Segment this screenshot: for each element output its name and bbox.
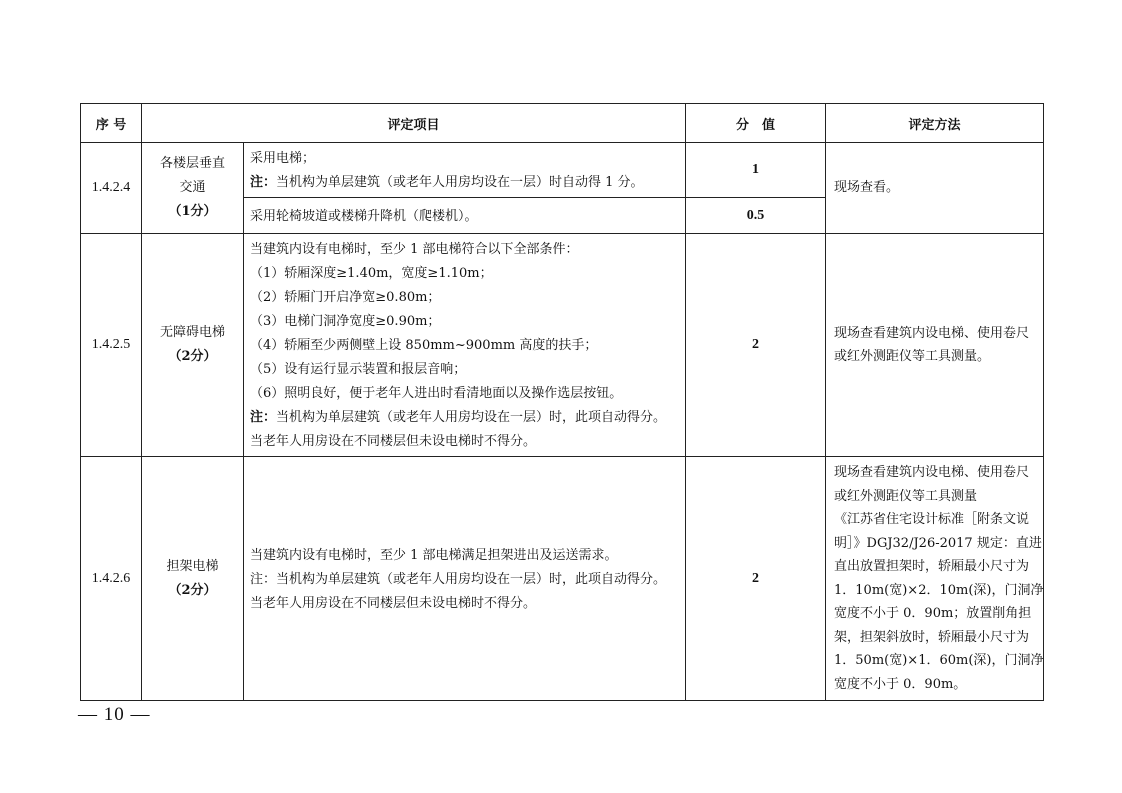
row-title-line: 担架电梯 <box>166 558 219 574</box>
method-line: 直出放置担架时，轿厢最小尺寸为 <box>834 559 1030 574</box>
note-line <box>250 171 679 195</box>
method-line: 或红外测距仪等工具测量 <box>834 488 978 504</box>
header-number: 序 号 <box>81 104 142 143</box>
table-row <box>81 234 1044 457</box>
row-method <box>826 457 1044 701</box>
row-title-line: 交通 <box>179 180 206 195</box>
content-line: （4）轿厢至少两侧壁上设 850mm~900mm 高度的扶手； <box>250 338 598 353</box>
row-number: 1.4.2.4 <box>81 143 142 234</box>
row-points: （2分） <box>168 349 217 364</box>
header-method: 评定方法 <box>826 104 1044 143</box>
row-title <box>142 457 244 701</box>
note-text: 当机构为单层建筑（或老年人用房均设在一层）时，此项自动得分。 <box>276 410 667 425</box>
method-line: 宽度不小于 0．90m。 <box>834 676 967 692</box>
row-score: 0.5 <box>686 198 826 234</box>
content-line: 采用电梯； <box>250 151 316 166</box>
row-content <box>244 198 686 234</box>
row-number: 1.4.2.6 <box>81 457 142 701</box>
row-points: （2分） <box>168 582 217 598</box>
method-line: 架，担架斜放时，轿厢最小尺寸为 <box>834 629 1030 645</box>
table-row <box>81 143 1044 198</box>
content-line: （3）电梯门洞净宽度≥0.90m； <box>250 314 441 329</box>
row-number: 1.4.2.5 <box>81 234 142 457</box>
row-title <box>142 143 244 234</box>
evaluation-table <box>80 103 1044 701</box>
method-line: 现场查看建筑内设电梯、使用卷尺 <box>834 325 1030 341</box>
content-line: 当建筑内设有电梯时，至少 1 部电梯符合以下全部条件： <box>250 242 579 257</box>
method-line: 《江苏省住宅设计标准［附条文说 <box>834 512 1030 527</box>
row-score: 2 <box>686 457 826 701</box>
method-line: 明］》DGJ32/J26-2017 规定：直进 <box>834 535 1042 551</box>
row-method <box>826 234 1044 457</box>
header-item: 评定项目 <box>142 104 686 143</box>
content-line: 采用轮椅坡道或楼梯升降机（爬楼机）。 <box>250 208 478 224</box>
method-line: 1．10m(宽)×2．10m(深)，门洞净 <box>834 582 1044 598</box>
row-title <box>142 234 244 457</box>
note-text: 当机构为单层建筑（或老年人用房均设在一层）时自动得 1 分。 <box>276 175 644 190</box>
row-points: （1分） <box>168 204 217 219</box>
method-line: 或红外测距仪等工具测量。 <box>834 349 991 364</box>
method-line: 1．50m(宽)×1．60m(深)，门洞净 <box>834 653 1044 668</box>
content-line: 当老年人用房设在不同楼层但未设电梯时不得分。 <box>250 434 537 449</box>
row-title-line: 无障碍电梯 <box>159 325 225 340</box>
content-line: （2）轿厢门开启净宽≥0.80m； <box>250 290 441 305</box>
content-line: （1）轿厢深度≥1.40m，宽度≥1.10m； <box>250 266 493 281</box>
table-header-row <box>81 104 1044 143</box>
row-title-line: 各楼层垂直 <box>159 156 225 171</box>
content-line: 当建筑内设有电梯时，至少 1 部电梯满足担架进出及运送需求。 <box>250 547 618 563</box>
header-score: 分 值 <box>686 104 826 143</box>
note-line <box>250 406 679 430</box>
row-method <box>826 143 1044 234</box>
row-score: 2 <box>686 234 826 457</box>
page-number: — 10 — <box>78 704 151 725</box>
content-line: 当老年人用房设在不同楼层但未设电梯时不得分。 <box>250 595 537 611</box>
method-line: 宽度不小于 0．90m；放置削角担 <box>834 606 1032 621</box>
method-line: 现场查看建筑内设电梯、使用卷尺 <box>834 465 1030 480</box>
row-content <box>244 457 686 701</box>
content-line: （6）照明良好，便于老年人进出时看清地面以及操作选层按钮。 <box>250 386 623 401</box>
content-line: （5）设有运行显示装置和报层音响； <box>250 362 467 377</box>
content-line: 注：当机构为单层建筑（或老年人用房均设在一层）时，此项自动得分。 <box>250 571 667 587</box>
row-score: 1 <box>686 143 826 198</box>
table-row <box>81 457 1044 701</box>
row-content <box>244 234 686 457</box>
note-label: 注： <box>250 175 277 190</box>
method-line: 现场查看。 <box>834 180 900 196</box>
note-label: 注： <box>250 410 277 425</box>
row-content <box>244 143 686 198</box>
